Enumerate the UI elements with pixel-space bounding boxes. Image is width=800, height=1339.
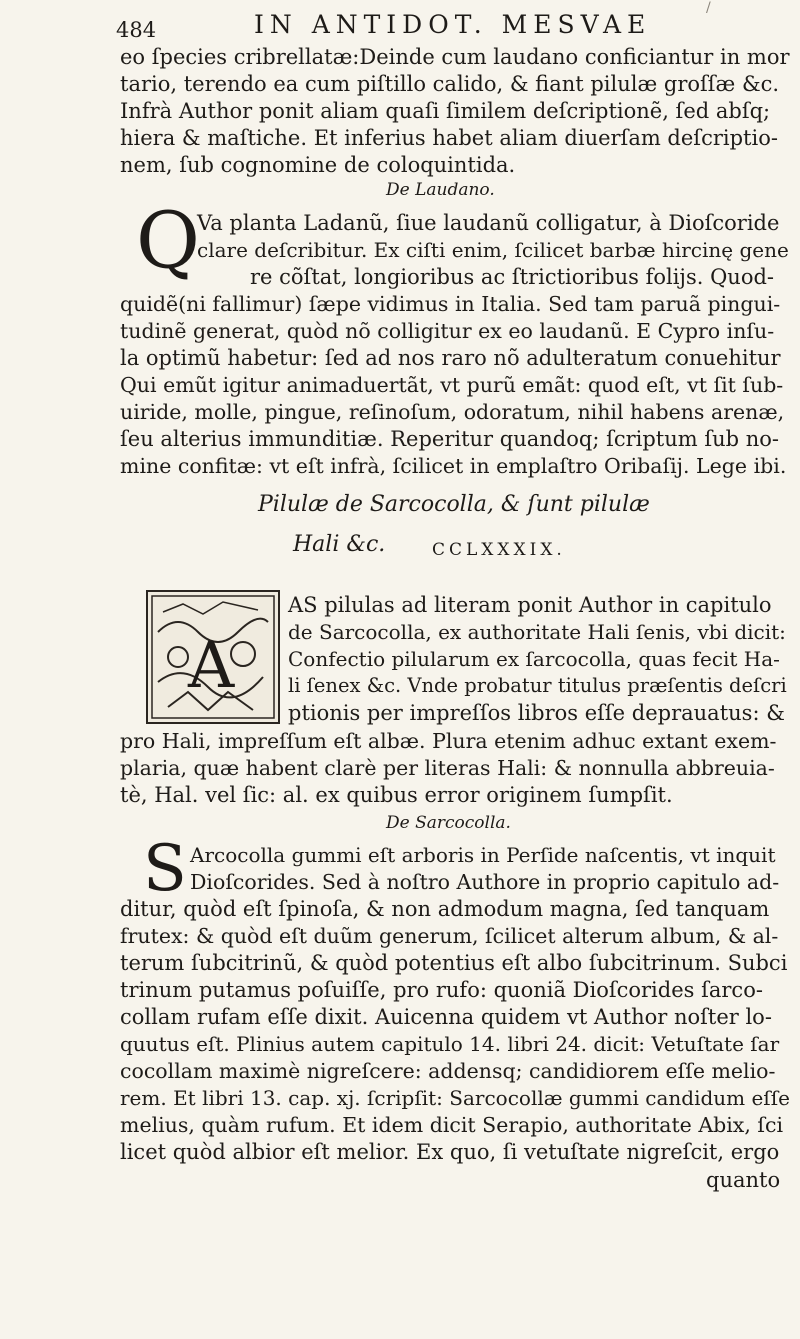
text-line: de Sarcocolla, ex authoritate Hali ſenis, vbi dicit: xyxy=(288,620,786,644)
text-line: uiride, molle, pingue, reſinoſum, odoratum, nihil habens arenæ, xyxy=(120,400,785,424)
text-line: frutex: & quòd eſt duũm generum, ſcilicet alterum album, & al- xyxy=(120,924,779,948)
text-line: eo ſpecies cribrellatæ:Deinde cum laudano conficiantur in mor xyxy=(120,45,790,69)
text-line: la optimũ habetur: ſed ad nos raro nõ adulteratum conuehitur xyxy=(120,346,781,370)
text-line: trinum putamus poſuiſſe, pro rufo: quoniã Dioſcorides ſarco- xyxy=(120,978,763,1002)
text-line: Infrà Author ponit aliam quaſi ſimilem deſcriptionẽ, ſed abſq; xyxy=(120,99,771,123)
text-line: mine confitæ: vt eſt infrà, ſcilicet in emplaſtro Oribaſij. Lege ibi. xyxy=(120,454,787,478)
text-line: licet quòd albior eſt melior. Ex quo, ſi vetuſtate nigreſcit, ergo xyxy=(120,1140,780,1164)
ornamental-letter: A xyxy=(188,629,235,703)
drop-capital-q: Q xyxy=(136,196,200,286)
text-line: Va planta Ladanũ, ſiue laudanũ colligatur, à Dioſcoride xyxy=(197,211,780,235)
text-line: collam rufam eſſe dixit. Auicenna quidem vt Author noſter lo- xyxy=(120,1005,772,1029)
text-line: rem. Et libri 13. cap. xj. ſcripſit: Sarcocollæ gummi candidum eſſe xyxy=(120,1086,790,1110)
chapter-title: Pilulæ de Sarcocolla, & ſunt pilulæ xyxy=(258,492,650,517)
page-number: 484 xyxy=(116,18,157,42)
text-line: Dioſcorides. Sed à noſtro Authore in proprio capitulo ad- xyxy=(190,870,780,894)
text-line: clare deſcribitur. Ex ciſti enim, ſcilicet barbæ hircinę gene xyxy=(197,238,789,262)
catchword: quanto xyxy=(706,1168,781,1192)
text-line: nem, ſub cognomine de coloquintida. xyxy=(120,153,516,177)
stray-mark: / xyxy=(706,0,711,16)
text-line: terum ſubcitrinũ, & quòd potentius eſt albo ſubcitrinum. Subci xyxy=(120,951,788,975)
chapter-number: CCLXXXIX. xyxy=(432,540,566,560)
drop-capital-s: S xyxy=(143,832,187,906)
running-title: IN ANTIDOT. MESVAE xyxy=(254,10,652,39)
text-line: li ſenex &c. Vnde probatur titulus præſentis deſcri xyxy=(288,674,787,697)
text-line: melius, quàm rufum. Et idem dicit Serapio, authoritate Abix, ſci xyxy=(120,1113,784,1137)
text-line: hiera & maſtiche. Et inferius habet aliam diuerſam deſcriptio- xyxy=(120,126,778,150)
text-line: Qui emũt igitur animaduertãt, vt purũ emãt: quod eſt, vt ſit ſub- xyxy=(120,373,784,397)
text-line: tè, Hal. vel ſic: al. ex quibus error originem ſumpſit. xyxy=(120,783,673,807)
text-line: cocollam maximè nigreſcere: addensq; candidiorem eſſe melio- xyxy=(120,1059,776,1083)
text-line: Arcocolla gummi eſt arboris in Perſide naſcentis, vt inquit xyxy=(190,843,776,867)
text-line: ſeu alterius immunditiæ. Reperitur quandoq; ſcriptum ſub no- xyxy=(120,427,780,451)
text-line: ptionis per impreſſos libros eſſe deprauatus: & xyxy=(288,701,785,725)
text-line: tario, terendo ea cum piſtillo calido, & fiant pilulæ groſſæ &c. xyxy=(120,72,780,96)
ornamental-initial xyxy=(146,590,280,724)
text-line: pro Hali, impreſſum eſt albæ. Plura etenim adhuc extant exem- xyxy=(120,729,777,753)
section-heading-sarcocolla: De Sarcocolla. xyxy=(386,813,511,833)
text-line: tudinẽ generat, quòd nõ colligitur ex eo laudanũ. E Cypro inſu- xyxy=(120,319,775,343)
text-line: quutus eſt. Plinius autem capitulo 14. libri 24. dicit: Vetuſtate ſar xyxy=(120,1032,780,1056)
ornamental-initial-artwork xyxy=(148,592,278,722)
text-line: re cõſtat, longioribus ac ſtrictioribus folijs. Quod- xyxy=(250,265,774,289)
text-line: plaria, quæ habent clarè per literas Hali: & nonnulla abbreuia- xyxy=(120,756,775,780)
text-line: ditur, quòd eſt ſpinoſa, & non admodum magna, ſed tanquam xyxy=(120,897,770,921)
text-line: Confectio pilularum ex ſarcocolla, quas fecit Ha- xyxy=(288,647,780,671)
section-heading-laudano: De Laudano. xyxy=(386,180,495,200)
text-line: quidẽ(ni fallimur) ſæpe vidimus in Italia. Sed tam paruã pingui- xyxy=(120,292,781,316)
chapter-title-cont: Hali &c. xyxy=(293,532,386,557)
text-line: AS pilulas ad literam ponit Author in capitulo xyxy=(288,593,772,617)
